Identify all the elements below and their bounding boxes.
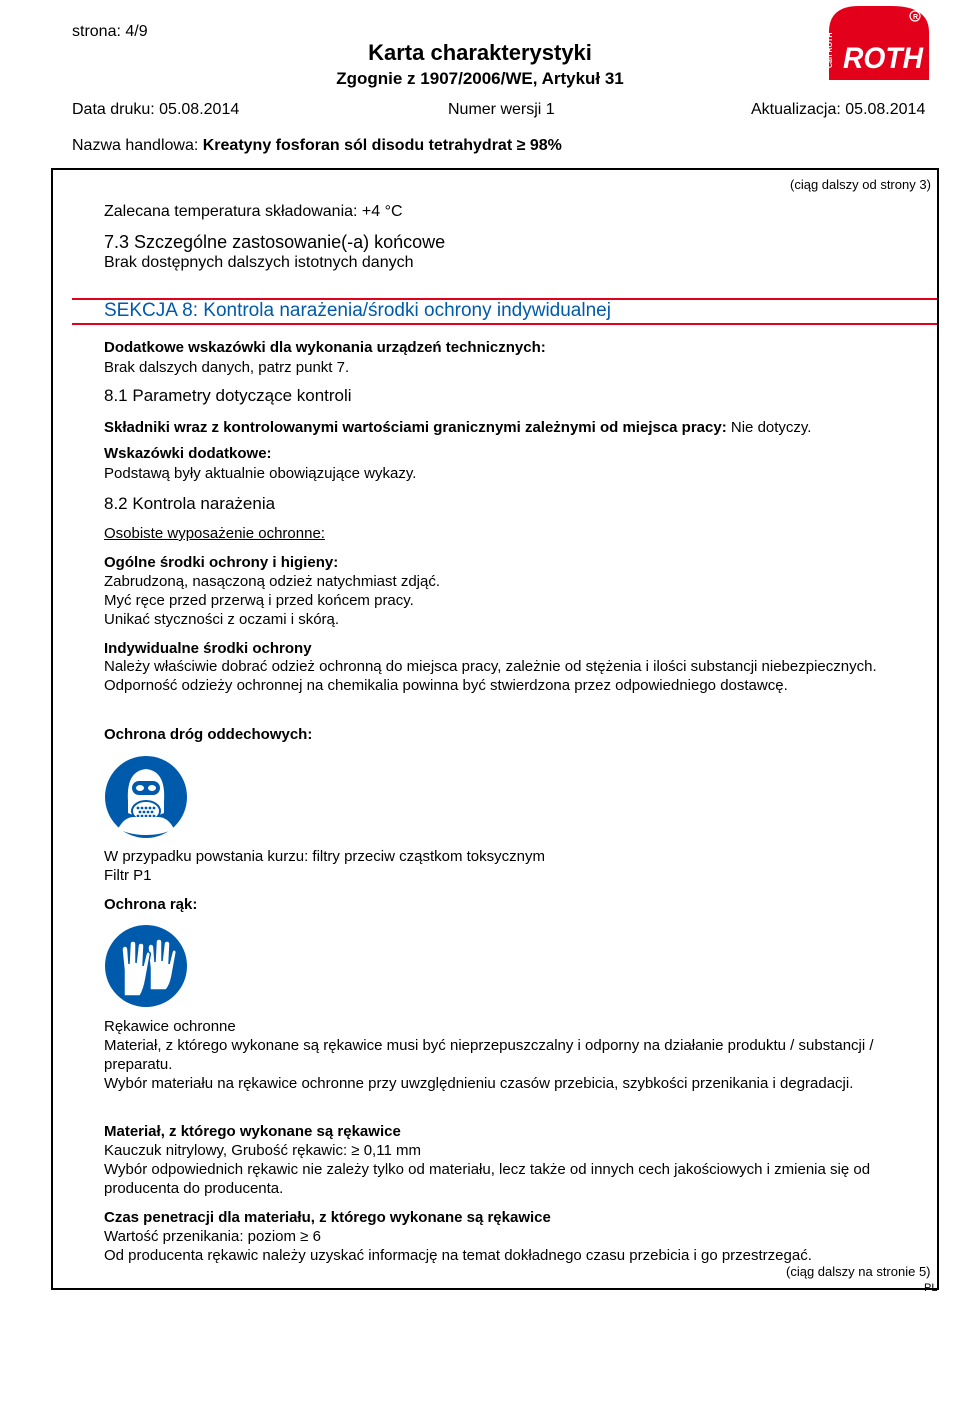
respirator-mask-icon <box>104 755 188 844</box>
gloves-icon <box>104 924 188 1013</box>
update-date: Aktualizacja: 05.08.2014 <box>751 101 926 118</box>
material-text: Wybór odpowiednich rękawic nie zależy tylko od materiału, lecz także od innych cech jakościowych i zmienia się od producenta do producenta. <box>104 1161 871 1197</box>
trade-name-label: Nazwa handlowa: <box>72 137 199 154</box>
svg-text:R: R <box>913 14 919 21</box>
trade-name-value: Kreatyny fosforan sól disodu tetrahydrat ≥ 98% <box>202 137 562 154</box>
document-subtitle: Zgognie z 1907/2006/WE, Artykuł 31 <box>336 69 624 88</box>
document-title: Karta charakterystyki <box>368 40 592 65</box>
technical-heading: Dodatkowe wskazówki dla wykonania urządzeń technicznych: <box>104 339 546 356</box>
hints-text: Podstawą były aktualnie obowiązujące wykazy. <box>104 465 417 482</box>
components-line <box>104 418 811 437</box>
gloves-text-2: Wybór materiału na rękawice ochronne przy uwzględnieniu czasów przebicia, szybkości przenikania i degradacji. <box>104 1075 854 1092</box>
respiratory-text: W przypadku powstania kurzu: filtry przeciw cząstkom toksycznym <box>104 848 545 865</box>
hints-heading: Wskazówki dodatkowe: <box>104 445 272 462</box>
language-code: PL <box>924 1282 938 1294</box>
technical-text: Brak dalszych danych, patrz punkt 7. <box>104 359 350 376</box>
section-7-3-text: Brak dostępnych dalszych istotnych danych <box>104 254 414 271</box>
page-number: strona: 4/9 <box>72 23 148 40</box>
hygiene-line: Myć ręce przed przerwą i przed końcem pracy. <box>104 592 414 609</box>
section-8-2-heading: 8.2 Kontrola narażenia <box>104 494 276 513</box>
respiratory-heading: Ochrona dróg oddechowych: <box>104 726 313 743</box>
penetration-heading: Czas penetracji dla materiału, z którego wykonane są rękawice <box>104 1209 551 1226</box>
hygiene-line: Zabrudzoną, nasączoną odzież natychmiast zdjąć. <box>104 573 441 590</box>
continued-to: (ciąg dalszy na stronie 5) <box>786 1264 931 1279</box>
logo-text: ROTH <box>843 42 925 75</box>
components-value: Nie dotyczy. <box>730 419 812 436</box>
ppe-heading: Osobiste wyposażenie ochronne: <box>104 525 325 542</box>
storage-temperature: Zalecana temperatura składowania: +4 °C <box>104 203 403 220</box>
section-7-3-heading: 7.3 Szczególne zastosowanie(-a) końcowe <box>104 232 446 252</box>
penetration-value: Wartość przenikania: poziom ≥ 6 <box>104 1228 321 1245</box>
hygiene-heading: Ogólne środki ochrony i higieny: <box>104 554 339 571</box>
gloves-label: Rękawice ochronne <box>104 1018 236 1035</box>
respiratory-filter: Filtr P1 <box>104 867 152 884</box>
material-value: Kauczuk nitrylowy, Grubość rękawic: ≥ 0,11 mm <box>104 1142 421 1159</box>
continued-from: (ciąg dalszy od strony 3) <box>790 177 931 192</box>
roth-logo <box>829 2 929 87</box>
logo-side-text: Carl ROTH <box>827 32 834 68</box>
version-number: Numer wersji 1 <box>448 101 555 118</box>
penetration-text: Od producenta rękawic należy uzyskać informację na temat dokładnego czasu przebicia i go przestrzegać. <box>104 1247 812 1264</box>
hands-heading: Ochrona rąk: <box>104 896 198 913</box>
individual-text: Należy właściwie dobrać odzież ochronną do miejsca pracy, zależnie od stężenia i ilości substancji niebezpiecznych. Odporność odzieży ochronnej na chemikalia powinna być stwierdzona przez odpowiedniego dostawcę. <box>104 658 877 694</box>
section-8-title: SEKCJA 8: Kontrola narażenia/środki ochrony indywidualnej <box>104 300 611 321</box>
components-label: Składniki wraz z kontrolowanymi wartościami granicznymi zależnymi od miejsca pracy: <box>104 419 727 436</box>
material-heading: Materiał, z którego wykonane są rękawice <box>104 1123 401 1140</box>
print-date: Data druku: 05.08.2014 <box>72 101 240 118</box>
individual-heading: Indywidualne środki ochrony <box>104 640 312 657</box>
hygiene-line: Unikać styczności z oczami i skórą. <box>104 611 340 628</box>
section-8-1-heading: 8.1 Parametry dotyczące kontroli <box>104 386 352 405</box>
trade-name <box>72 137 562 155</box>
gloves-text-1: Materiał, z którego wykonane są rękawice musi być nieprzepuszczalny i odporny na działanie produktu / substancji / preparatu. <box>104 1037 874 1073</box>
